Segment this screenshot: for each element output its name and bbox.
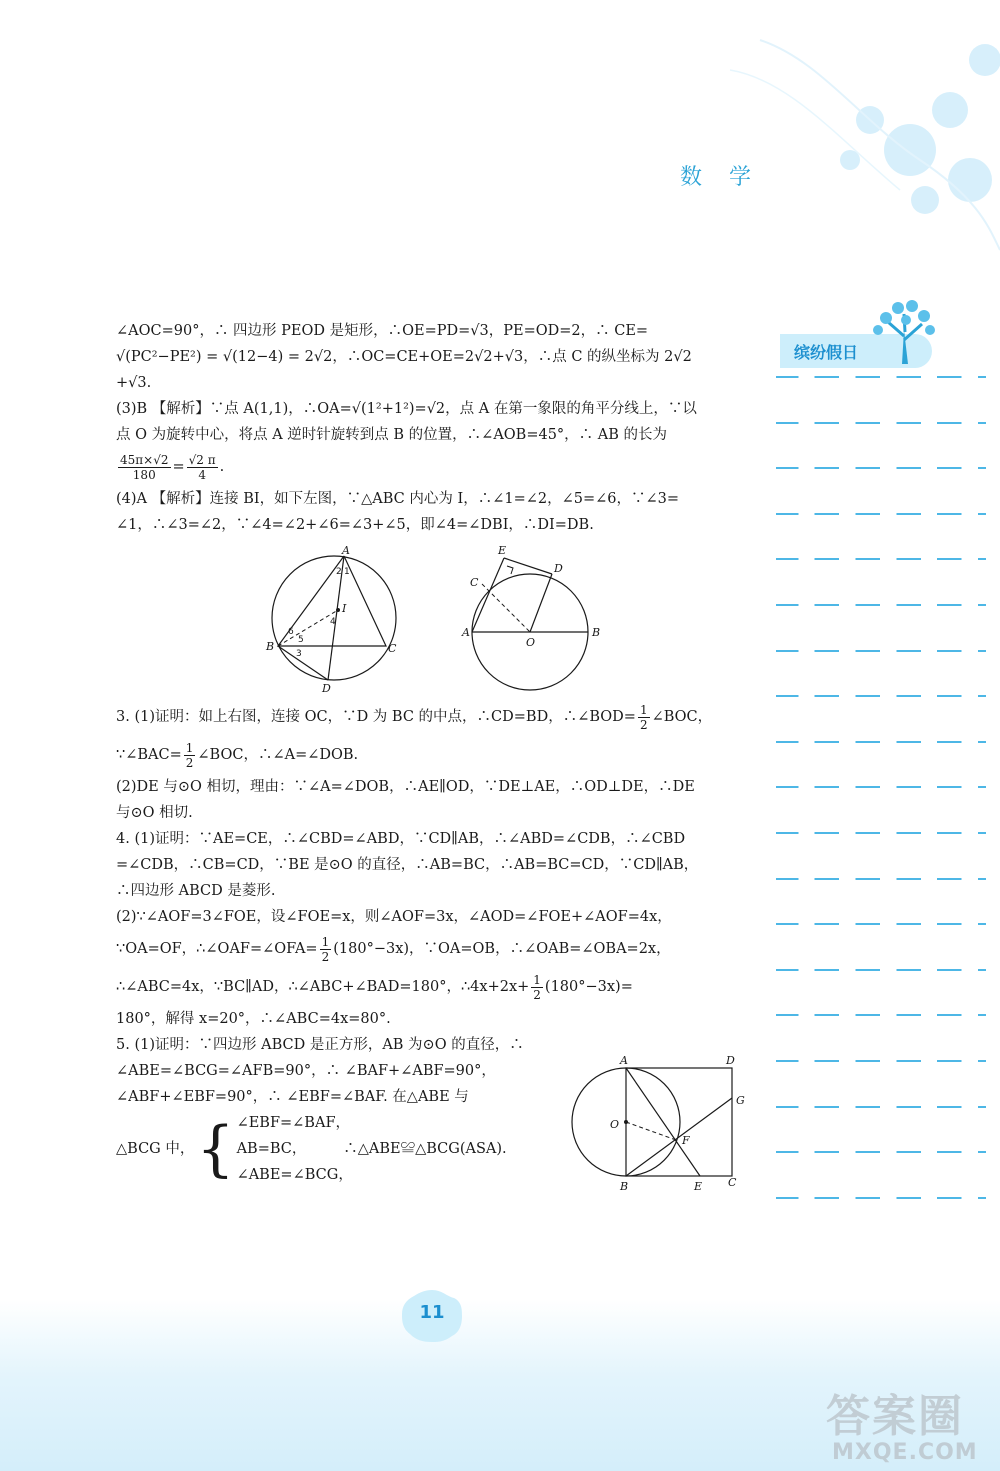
fraction: $\frac{√2 \pi}{4}$	[188, 452, 216, 482]
svg-text:C: C	[470, 576, 479, 589]
text-line: ∠AOC=90°，∴ 四边形 PEOD 是矩形，∴OE=PD=√3，PE=OD=2，∴ CE=	[116, 323, 649, 339]
text-line: ∠ABF+∠EBF=90°，∴ ∠EBF=∠BAF. 在△ABE 与	[116, 1089, 469, 1105]
text-line: (4)A 【解析】连接 BI，如下左图，∵△ABC 内心为 I，∴∠1=∠2，∠5=∠6，∵∠3=	[116, 491, 680, 507]
svg-text:1: 1	[344, 567, 350, 577]
text-line: ∠1，∴∠3=∠2，∵∠4=∠2+∠6=∠3+∠5，即∠4=∠DBI，∴DI=DB.	[116, 517, 594, 533]
text-line: ∴∠ABC=4x，∵BC∥AD，∴∠ABC+∠BAD=180°，∴4x+2x+ $\frac{1}{2}$ (180°−3x)=	[116, 972, 633, 1002]
text-line: 点 O 为旋转中心，将点 A 逆时针旋转到点 B 的位置，∴∠AOB=45°，∴ AB 的长为	[116, 427, 668, 443]
svg-text:5: 5	[298, 635, 304, 645]
watermark-logo: 答案圈 MXQE.COM	[826, 1391, 978, 1465]
holiday-badge-label: 缤纷假日	[794, 343, 859, 362]
text-line: (2)∵∠AOF=3∠FOE，设∠FOE=x，则∠AOF=3x，∠AOD=∠FOE+∠AOF=4x，	[116, 909, 672, 925]
fraction-line: $\frac{45\pi\times√2}{180}$ = $\frac{√2 \pi}{4}$ .	[120, 452, 225, 482]
note-lines	[776, 376, 986, 1242]
figure-row	[116, 544, 748, 694]
figure-tangent	[460, 544, 610, 694]
svg-text:F: F	[682, 1134, 690, 1147]
tree-icon	[868, 296, 940, 366]
equation-system: △BCG 中， { ∠EBF=∠BAF， AB=BC， ∴△ABE≌△BCG(ASA). ∠ABE=∠BCG，	[116, 1114, 507, 1184]
label-B: B	[266, 640, 275, 653]
text-line: ∵OA=OF，∴∠OAF=∠OFA= $\frac{1}{2}$ (180°−3x)，∵OA=OB，∴∠OAB=∠OBA=2x，	[116, 934, 671, 964]
svg-text:2: 2	[336, 567, 342, 577]
text-line: 3. (1)证明：如上右图，连接 OC，∵D 为 BC 的中点，∴CD=BD，∴∠BOD= $\frac{1}{2}$ ∠BOC，	[116, 702, 713, 732]
svg-text:O: O	[610, 1118, 620, 1131]
page-header-title: 数 学	[680, 165, 761, 190]
text-line: √(PC²−PE²) = √(12−4) = 2√2，∴OC=CE+OE=2√2+√3，∴点 C 的纵坐标为 2√2	[116, 349, 692, 365]
svg-text:O: O	[526, 636, 536, 649]
label-A: A	[342, 544, 350, 557]
svg-text:A: A	[620, 1054, 628, 1067]
text-line: ∠ABE=∠BCG=∠AFB=90°，∴ ∠BAF+∠ABF=90°，	[116, 1063, 496, 1079]
page-number-badge	[400, 1288, 464, 1344]
text-line: ∴四边形 ABCD 是菱形.	[116, 883, 276, 899]
svg-text:3: 3	[296, 649, 302, 659]
page-number: 11	[419, 1302, 445, 1323]
label-I: I	[342, 602, 347, 615]
text-line: 与⊙O 相切.	[116, 805, 193, 821]
svg-text:C: C	[728, 1176, 737, 1189]
svg-text:6: 6	[288, 627, 294, 637]
svg-text:B: B	[592, 626, 601, 639]
svg-text:G: G	[736, 1094, 745, 1107]
fraction: $\frac{45\pi\times√2}{180}$	[120, 452, 169, 482]
text-line: 180°，解得 x=20°，∴∠ABC=4x=80°.	[116, 1011, 391, 1027]
figure-square-circle	[570, 1052, 750, 1192]
text-line: 5. (1)证明：∵四边形 ABCD 是正方形，AB 为⊙O 的直径，∴	[116, 1037, 524, 1053]
floral-decoration	[700, 0, 1000, 260]
svg-text:D: D	[726, 1054, 735, 1067]
text-line: ∵∠BAC= $\frac{1}{2}$ ∠BOC，∴∠A=∠DOB.	[116, 740, 359, 770]
text-line: (3)B 【解析】∵点 A(1,1)，∴OA=√(1²+1²)=√2，点 A 在第一象限的角平分线上，∵以	[116, 401, 697, 417]
text-line: =∠CDB，∴CB=CD，∵BE 是⊙O 的直径，∴AB=BC，∴AB=BC=CD，∵CD∥AB，	[116, 857, 699, 873]
text-line: (2)DE 与⊙O 相切，理由：∵∠A=∠DOB，∴AE∥OD，∵DE⊥AE，∴OD⊥DE，∴DE	[116, 779, 695, 795]
figure-incircle	[262, 544, 402, 694]
svg-text:B: B	[620, 1180, 629, 1192]
svg-text:D: D	[554, 562, 563, 575]
text-line: +√3.	[116, 375, 152, 391]
svg-text:A: A	[462, 626, 470, 639]
text-line: 4. (1)证明：∵AE=CE，∴∠CBD=∠ABD，∵CD∥AB，∴∠ABD=∠CDB，∴∠CBD	[116, 831, 686, 847]
label-C: C	[388, 642, 397, 655]
svg-text:E: E	[694, 1180, 703, 1192]
svg-text:E: E	[498, 544, 507, 557]
label-D: D	[322, 682, 331, 694]
svg-text:4: 4	[330, 617, 336, 627]
